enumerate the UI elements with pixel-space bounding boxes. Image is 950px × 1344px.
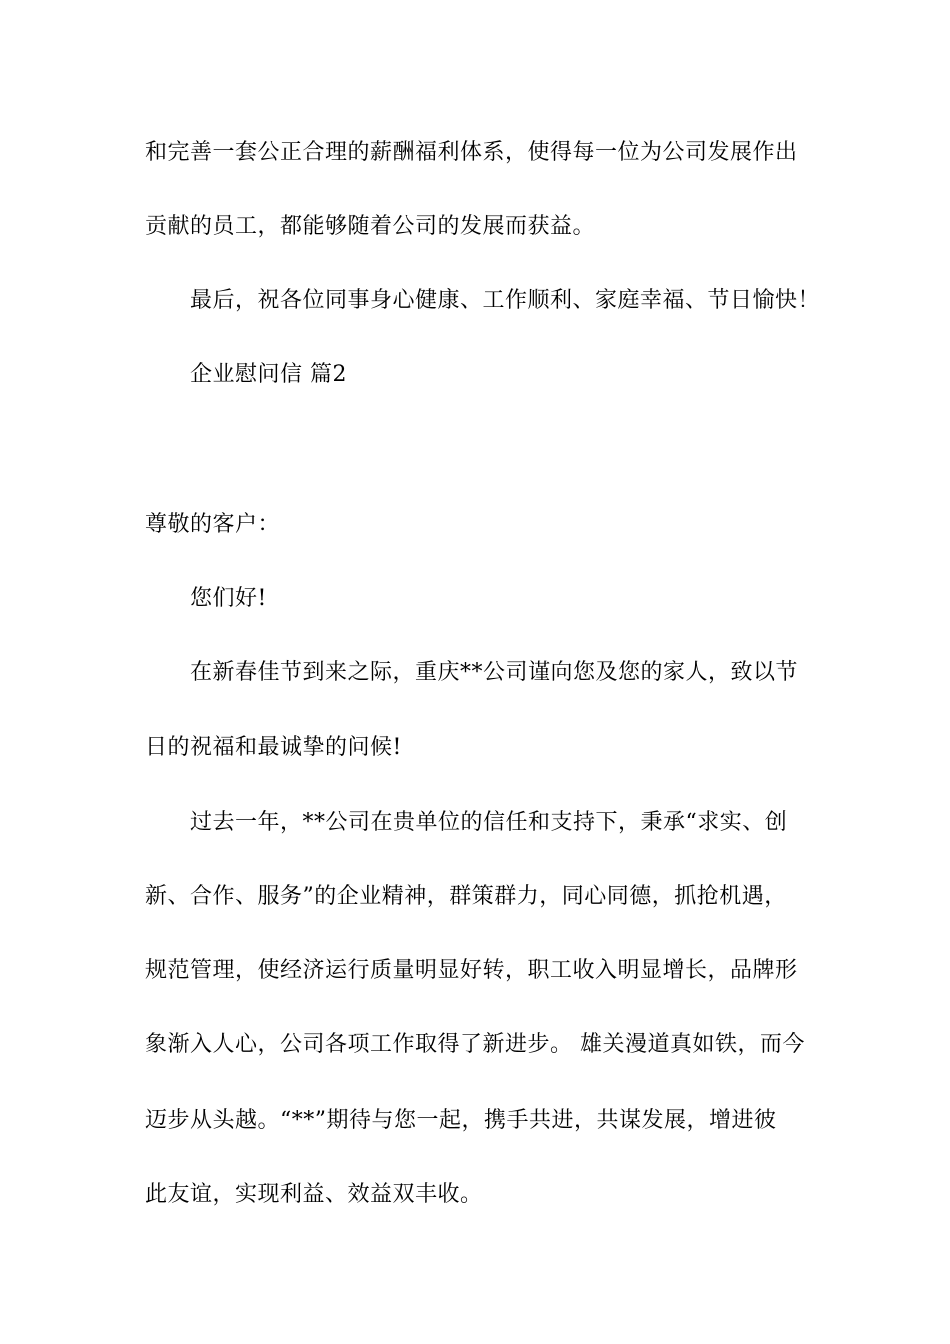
- closing-wishes-line: 最后，祝各位同事身心健康、工作顺利、家庭幸福、节日愉快！: [190, 288, 821, 313]
- paragraph-line: 日的祝福和最诚挚的问候!: [145, 735, 402, 760]
- paragraph-line: 此友谊，实现利益、效益双丰收。: [145, 1182, 483, 1207]
- paragraph-line: 新、合作、服务”的企业精神，群策群力，同心同德，抓抢机遇，: [145, 884, 787, 909]
- salutation: 尊敬的客户：: [145, 512, 281, 537]
- paragraph-line: 在新春佳节到来之际，重庆**公司谨向您及您的家人，致以节: [190, 660, 799, 685]
- paragraph-line: 贡献的员工，都能够随着公司的发展而获益。: [145, 214, 596, 239]
- paragraph-line: 规范管理，使经济运行质量明显好转，职工收入明显增长，品牌形: [145, 958, 798, 983]
- paragraph-line: 象渐入人心，公司各项工作取得了新进步。 雄关漫道真如铁，而今: [145, 1032, 805, 1057]
- paragraph-line: 迈步从头越。“**”期待与您一起，携手共进，共谋发展，增进彼: [145, 1108, 777, 1133]
- paragraph-line: 过去一年，**公司在贵单位的信任和支持下，秉承“求实、创: [190, 810, 788, 835]
- paragraph-line: 和完善一套公正合理的薪酬福利体系，使得每一位为公司发展作出: [145, 140, 798, 165]
- section-heading: 企业慰问信 篇2: [190, 362, 347, 387]
- greeting: 您们好!: [190, 586, 267, 611]
